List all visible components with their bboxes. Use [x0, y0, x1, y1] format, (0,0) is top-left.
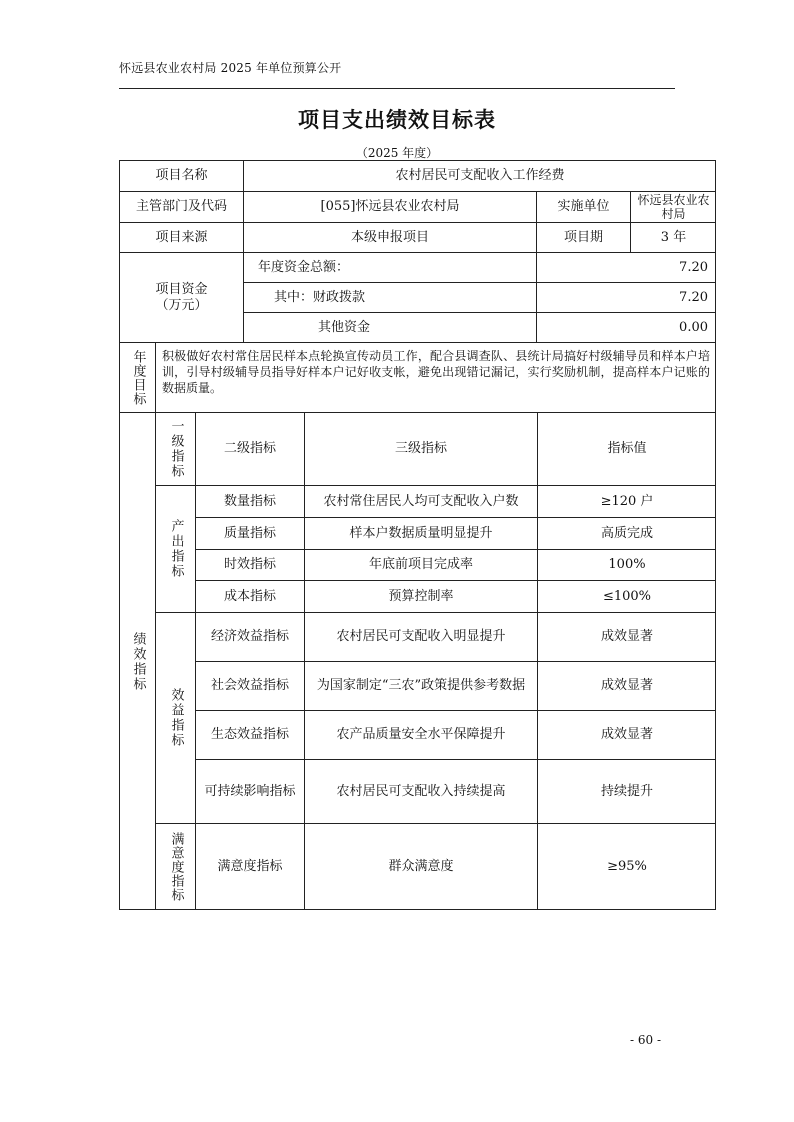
value-source: 本级申报项目	[243, 222, 536, 252]
header-target-value: 指标值	[537, 412, 716, 485]
value-dept: [055]怀远县农业农村局	[243, 191, 536, 222]
value-fiscal-allocation: 7.20	[536, 282, 716, 312]
table-cell-l2: 经济效益指标	[195, 612, 304, 661]
table-cell-value: ≥95%	[537, 823, 716, 910]
label-funds: 项目资金 （万元）	[119, 252, 243, 342]
table-cell-value: ≤100%	[537, 580, 716, 612]
value-impl-unit: 怀远县农业农村局	[630, 191, 716, 222]
value-annual-total: 7.20	[536, 252, 716, 282]
page-number: - 60 -	[630, 1033, 662, 1047]
table-cell-l3: 预算控制率	[304, 580, 537, 612]
table-cell-l3: 群众满意度	[304, 823, 537, 910]
table-cell-value: 成效显著	[537, 612, 716, 661]
table-cell-l2: 质量指标	[195, 517, 304, 549]
table-cell-l3: 样本户数据质量明显提升	[304, 517, 537, 549]
running-header: 怀远县农业农村局 2025 年单位预算公开	[119, 61, 342, 75]
year-subtitle: （2025 年度）	[355, 146, 439, 160]
label-other-funds: 其他资金	[243, 312, 536, 342]
value-other-funds: 0.00	[536, 312, 716, 342]
value-period: 3 年	[630, 222, 716, 252]
table-cell-l3: 农产品质量安全水平保障提升	[304, 710, 537, 759]
header-level1: 一级指标	[155, 412, 195, 485]
label-fiscal-allocation: 其中：财政拨款	[243, 282, 536, 312]
table-cell-l3: 农村居民可支配收入持续提高	[304, 759, 537, 823]
table-cell-l3: 为国家制定“三农”政策提供参考数据	[304, 661, 537, 710]
table-cell-l3: 农村居民可支配收入明显提升	[304, 612, 537, 661]
table-cell-l2: 生态效益指标	[195, 710, 304, 759]
table-cell-value: 持续提升	[537, 759, 716, 823]
table-cell-value: 100%	[537, 549, 716, 580]
group-satisfaction-indicators: 满意度指标	[155, 823, 195, 910]
header-level3: 三级指标	[304, 412, 537, 485]
value-annual-goal: 积极做好农村常住居民样本点轮换宣传动员工作，配合县调查队、县统计局搞好村级辅导员和样本户培训，引导村级辅导员指导好样本户记好收支帐，避免出现错记漏记，实行奖励机制，提高样本户记账的数据质量。	[155, 342, 716, 412]
table-cell-l2: 社会效益指标	[195, 661, 304, 710]
label-performance-indicators: 绩效指标	[119, 412, 155, 910]
group-benefit-indicators: 效益指标	[155, 612, 195, 823]
label-project-name: 项目名称	[119, 160, 243, 191]
label-dept: 主管部门及代码	[119, 191, 243, 222]
table-cell-l2: 数量指标	[195, 485, 304, 517]
value-project-name: 农村居民可支配收入工作经费	[243, 160, 716, 191]
table-cell-l2: 成本指标	[195, 580, 304, 612]
page-title: 项目支出绩效目标表	[298, 107, 496, 132]
table-cell-l2: 可持续影响指标	[195, 759, 304, 823]
table-cell-l2: 满意度指标	[195, 823, 304, 910]
table-cell-l3: 年底前项目完成率	[304, 549, 537, 580]
performance-target-table	[119, 160, 716, 910]
header-rule	[119, 88, 675, 89]
table-cell-l3: 农村常住居民人均可支配收入户数	[304, 485, 537, 517]
label-annual-total: 年度资金总额：	[243, 252, 536, 282]
header-level2: 二级指标	[195, 412, 304, 485]
label-impl-unit: 实施单位	[536, 191, 630, 222]
table-cell-value: 高质完成	[537, 517, 716, 549]
table-cell-value: ≥120 户	[537, 485, 716, 517]
table-cell-l2: 时效指标	[195, 549, 304, 580]
table-cell-value: 成效显著	[537, 661, 716, 710]
label-annual-goal: 年度目标	[119, 342, 155, 412]
table-cell-value: 成效显著	[537, 710, 716, 759]
label-period: 项目期	[536, 222, 630, 252]
group-output-indicators: 产出指标	[155, 485, 195, 612]
label-source: 项目来源	[119, 222, 243, 252]
